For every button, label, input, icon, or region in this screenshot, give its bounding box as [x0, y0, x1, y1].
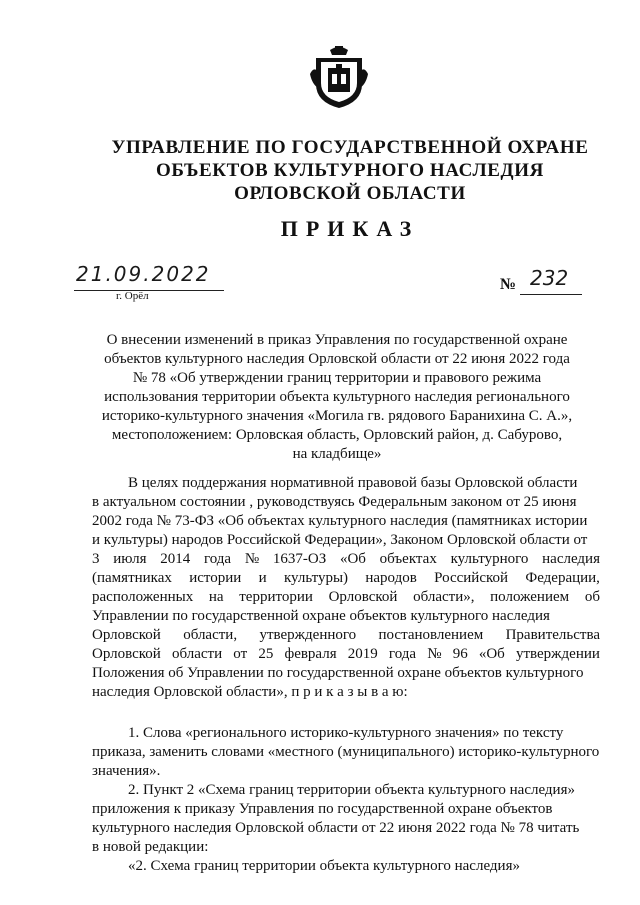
paragraph-line: наследия Орловской области», п р и к а з ы в а ю:	[92, 684, 408, 700]
word: Российской	[434, 570, 509, 586]
number-underline	[520, 294, 582, 295]
paragraph-line: в актуальном состоянии , руководствуясь Федеральным законом от 25 июня	[92, 494, 577, 510]
paragraph-line: и культуры) народов Российской Федерации», Законом Орловской области от	[92, 532, 588, 548]
subject-line: на кладбище»	[292, 446, 382, 462]
paragraph-line: Положения об Управлении по государственной охране объектов культурного	[92, 665, 584, 681]
word: постановлением	[378, 627, 484, 643]
handwritten-date: 21.09.2022	[76, 262, 211, 286]
list-item-2-line: «2. Схема границ территории объекта культурного наследия»	[128, 858, 520, 874]
word: 1637-ОЗ	[272, 551, 327, 567]
word: культуры)	[283, 570, 349, 586]
list-item-1-line: приказа, заменить словами «местного (муниципального) историко-культурного	[92, 744, 600, 760]
word: и	[258, 570, 267, 586]
word: №	[244, 551, 260, 567]
justified-line	[92, 569, 600, 588]
word: области,	[183, 627, 238, 643]
document-subject	[92, 331, 582, 464]
word: №	[427, 646, 442, 662]
word: 3	[92, 551, 100, 567]
word: объектах	[379, 551, 437, 567]
city: г. Орёл	[116, 290, 149, 302]
justified-line	[92, 645, 600, 664]
justified-line	[92, 588, 600, 607]
word: Правительства	[505, 627, 600, 643]
document-body	[92, 474, 600, 876]
word: на	[208, 589, 224, 605]
word: 96	[452, 646, 468, 662]
word: Федерации,	[525, 570, 600, 586]
paragraph-gap	[92, 702, 600, 724]
word: года	[388, 646, 417, 662]
organization-name	[60, 136, 640, 205]
justified-line	[92, 626, 600, 645]
word: Орловской	[92, 646, 161, 662]
word: народов	[365, 570, 417, 586]
word: 2014	[160, 551, 191, 567]
list-item-1-line: значения».	[92, 763, 161, 779]
list-item-2-line: приложения к приказу Управления по государственной охране объектов	[92, 801, 553, 817]
subject-line: объектов культурного наследия Орловской области от 22 июня 2022 года	[104, 351, 570, 367]
word: от	[233, 646, 248, 662]
word: 25	[258, 646, 274, 662]
handwritten-number: 232	[530, 266, 569, 290]
word: наследия	[542, 551, 600, 567]
word: Орловской	[92, 627, 161, 643]
org-line: ОРЛОВСКОЙ ОБЛАСТИ	[234, 183, 466, 204]
number-label: №	[500, 276, 517, 293]
word: расположенных	[92, 589, 194, 605]
word: Орловской	[328, 589, 398, 605]
word: истории	[189, 570, 242, 586]
word: об	[584, 589, 600, 605]
document-type: ПРИКАЗ	[280, 216, 420, 241]
subject-line: О внесении изменений в приказ Управления по государственной охране	[106, 332, 568, 348]
coat-of-arms-icon	[308, 44, 370, 110]
list-item-2-line: в новой редакции:	[92, 839, 209, 855]
word: утверждении	[515, 646, 600, 662]
word: февраля	[284, 646, 337, 662]
word: культурного	[450, 551, 529, 567]
word: «Об	[339, 551, 366, 567]
word: области	[171, 646, 223, 662]
word: июля	[113, 551, 147, 567]
list-item-1-line: 1. Слова «регионального историко-культурного значения» по тексту	[128, 725, 564, 741]
word: «Об	[478, 646, 505, 662]
paragraph-line: 2002 года № 73-ФЗ «Об объектах культурного наследия (памятниках истории	[92, 513, 588, 529]
word: территории	[239, 589, 313, 605]
paragraph-line: В целях поддержания нормативной правовой базы Орловской области	[128, 475, 578, 491]
justified-line	[92, 550, 600, 569]
subject-line: местоположением: Орловская область, Орловский район, д. Сабурово,	[111, 427, 563, 443]
word: утвержденного	[259, 627, 357, 643]
subject-line: историко-культурного значения «Могила гв. рядового Баранихина С. А.»,	[101, 408, 573, 424]
paragraph-line: Управлении по государственной охране объектов культурного наследия	[92, 608, 550, 624]
list-item-2-line: 2. Пункт 2 «Схема границ территории объекта культурного наследия»	[128, 782, 575, 798]
word: 2019	[347, 646, 378, 662]
word: года	[203, 551, 232, 567]
list-item-2-line: культурного наследия Орловской области от 22 июня 2022 года № 78 читать	[92, 820, 580, 836]
subject-line: № 78 «Об утверждении границ территории и правового режима	[132, 370, 542, 386]
org-line: УПРАВЛЕНИЕ ПО ГОСУДАРСТВЕННОЙ ОХРАНЕ	[111, 137, 589, 158]
word: положением	[490, 589, 570, 605]
subject-line: использования территории объекта культурного наследия регионального	[104, 389, 570, 405]
word: (памятниках	[92, 570, 172, 586]
org-line: ОБЪЕКТОВ КУЛЬТУРНОГО НАСЛЕДИЯ	[156, 160, 544, 181]
date-underline	[74, 290, 224, 291]
word: области»,	[413, 589, 475, 605]
